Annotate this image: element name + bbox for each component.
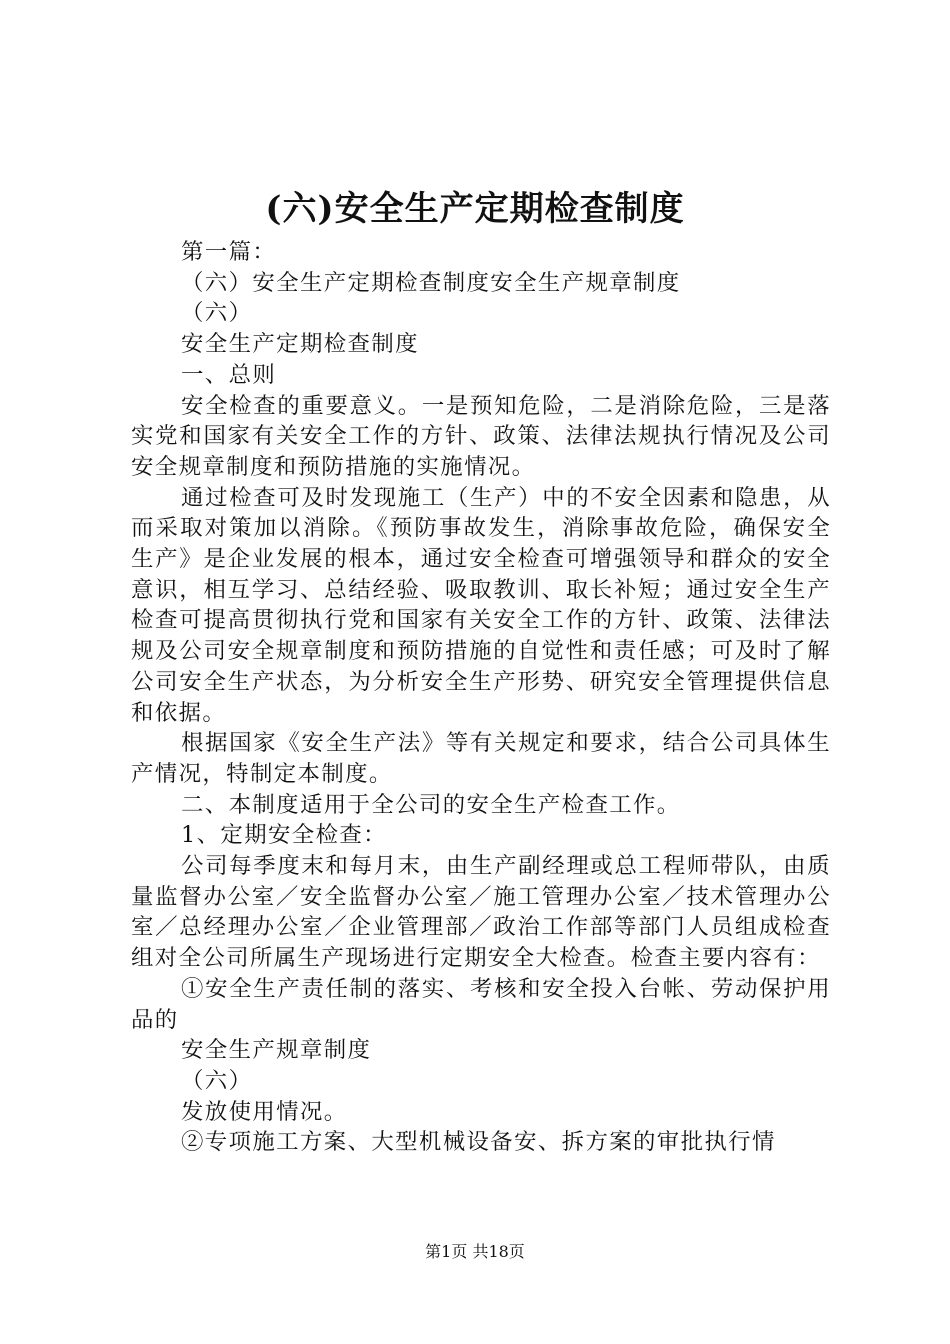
paragraph-periodic-heading: 1、定期安全检查： bbox=[181, 822, 387, 849]
paragraph-item-2: ②专项施工方案、大型机械设备安、拆方案的审批执行情 bbox=[181, 1129, 776, 1156]
paragraph-scope: 二、本制度适用于全公司的安全生产检查工作。 bbox=[181, 791, 681, 818]
paragraph-regulation-name: 安全生产定期检查制度 bbox=[181, 331, 419, 358]
page-footer: 第1页 共18页 bbox=[425, 1242, 525, 1261]
document-title: (六)安全生产定期检查制度 bbox=[265, 189, 685, 229]
paragraph-header-number: （六） bbox=[181, 1067, 253, 1094]
paragraph-general-heading: 一、总则 bbox=[181, 361, 277, 388]
paragraph-significance: 安全检查的重要意义。一是预知危险，二是消除危险，三是落实党和国家有关安全工作的方针、政策、法律法规执行情况及公司安全规章制度和预防措施的实施情况。 bbox=[131, 392, 831, 480]
paragraph-number-label: （六） bbox=[181, 300, 253, 327]
paragraph-item-1: ①安全生产责任制的落实、考核和安全投入台帐、劳动保护用品的 bbox=[131, 975, 831, 1033]
paragraph-periodic-inspection: 公司每季度末和每月末，由生产副经理或总工程师带队，由质量监督办公室／安全监督办公室／施工管理办公室／技术管理办公室／总经理办公室／企业管理部／政治工作部等部门人员组成检查组对全公司所属生产现场进行定期安全大检查。检查主要内容有： bbox=[131, 853, 831, 972]
paragraph-purpose: 通过检查可及时发现施工（生产）中的不安全因素和隐患，从而采取对策加以消除。《预防事故发生，消除事故危险，确保安全生产》是企业发展的根本，通过安全检查可增强领导和群众的安全意识，相互学习、总结经验、吸取教训、取长补短；通过安全生产检查可提高贯彻执行党和国家有关安全工作的方针、政策、法律法规及公司安全规章制度和预防措施的自觉性和责任感；可及时了解公司安全生产状态，为分析安全生产形势、研究安全管理提供信息和依据。 bbox=[131, 484, 831, 726]
paragraph-item-1-continued: 发放使用情况。 bbox=[181, 1098, 348, 1125]
document-body bbox=[131, 237, 831, 1158]
paragraph-section-heading: 第一篇： bbox=[181, 239, 277, 265]
paragraph-header-repeat: 安全生产规章制度 bbox=[181, 1037, 372, 1064]
paragraph-basis: 根据国家《安全生产法》等有关规定和要求，结合公司具体生产情况，特制定本制度。 bbox=[131, 730, 831, 787]
paragraph-subtitle: （六）安全生产定期检查制度安全生产规章制度 bbox=[181, 269, 681, 296]
